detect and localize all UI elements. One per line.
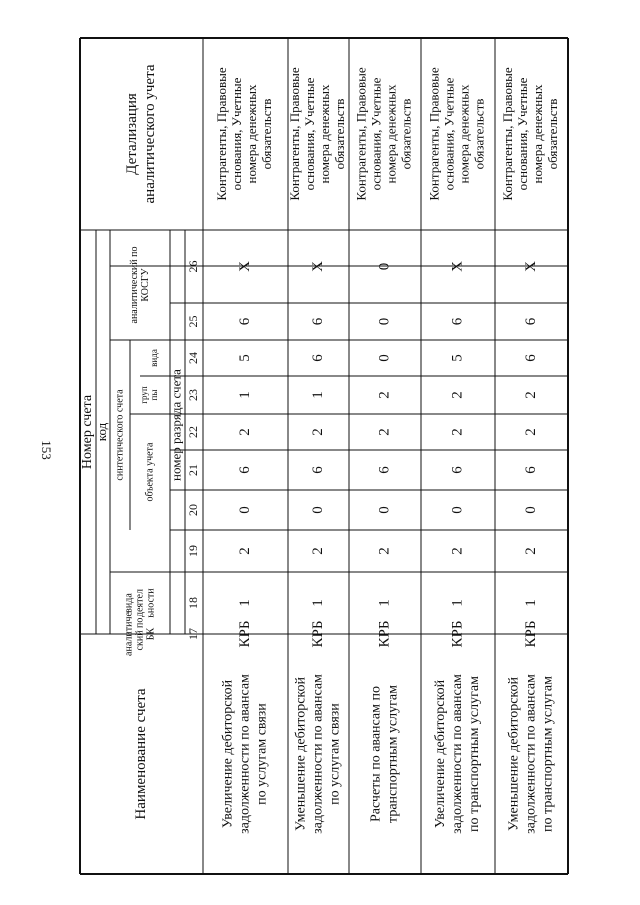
row-value: КРБ	[522, 620, 539, 648]
header-analytic-bk: ский по	[134, 617, 146, 651]
header-synthetic: синтетического счета	[114, 389, 126, 481]
row-value: 0	[449, 506, 466, 514]
row-value: 6	[376, 466, 393, 474]
row-value: X	[522, 261, 539, 272]
row-detail: обязательств	[471, 98, 487, 170]
row-value: 1	[236, 599, 253, 607]
row-account-name: Расчеты по авансам по	[368, 685, 384, 823]
digit-label: 19	[185, 545, 200, 557]
row-detail: обязательств	[544, 98, 560, 170]
row-account-name: по услугам связи	[254, 703, 270, 805]
header-analytic-kosgu: КОСГУ	[139, 268, 151, 302]
row-account-name: задолженности по авансам	[450, 674, 466, 834]
row-value: КРБ	[449, 620, 466, 648]
row-value: 1	[309, 599, 326, 607]
row-value: X	[236, 261, 253, 272]
page-number: 153	[39, 440, 54, 460]
row-detail: номера денежных	[529, 84, 545, 184]
row-account-name: Увеличение дебиторской	[220, 679, 236, 829]
row-value: 5	[236, 354, 253, 362]
header-activity-type: вида	[123, 593, 135, 613]
digit-label: 22	[185, 426, 200, 438]
row-value: 6	[309, 354, 326, 362]
row-account-name: задолженности по авансам	[237, 674, 253, 834]
digit-label: 23	[185, 389, 200, 401]
header-analytic-kosgu: аналитический по	[128, 246, 140, 324]
row-value: 2	[309, 547, 326, 555]
row-detail: основания, Учетные	[301, 77, 317, 191]
digit-label: 21	[185, 464, 200, 476]
row-detail: основания, Учетные	[228, 77, 244, 191]
header-activity-type: ьности	[145, 588, 157, 618]
row-value: 0	[236, 506, 253, 514]
row-value: 1	[376, 599, 393, 607]
row-detail: обязательств	[258, 98, 274, 170]
row-value: 2	[522, 391, 539, 399]
row-value: 6	[309, 317, 326, 326]
row-value: 2	[522, 547, 539, 555]
digit-label: 24	[185, 352, 200, 364]
row-detail: основания, Учетные	[514, 77, 530, 191]
row-value: КРБ	[376, 620, 393, 648]
row-value: 6	[522, 466, 539, 474]
row-account-name: Уменьшение дебиторской	[293, 676, 309, 832]
row-value: 6	[236, 317, 253, 326]
row-value: 2	[236, 428, 253, 436]
row-value: 2	[236, 547, 253, 555]
row-detail: обязательств	[398, 98, 414, 170]
digit-label: 20	[185, 504, 200, 516]
row-account-name: задолженности по авансам	[523, 674, 539, 834]
row-detail: основания, Учетные	[368, 77, 384, 191]
row-value: 1	[449, 599, 466, 607]
row-detail: Контрагенты, Правовые	[499, 67, 515, 201]
row-value: 0	[376, 262, 393, 271]
row-detail: номера денежных	[456, 84, 472, 184]
row-value: 0	[376, 354, 393, 362]
header-group: груп	[139, 386, 150, 404]
row-account-name: по услугам связи	[327, 703, 343, 805]
row-value: 0	[376, 317, 393, 326]
row-detail: Контрагенты, Правовые	[426, 67, 442, 201]
row-detail: Контрагенты, Правовые	[213, 67, 229, 201]
header-analytic-bk: аналитиче	[123, 612, 135, 656]
digit-label: 26	[185, 260, 200, 273]
row-detail: номера денежных	[383, 84, 399, 184]
header-account-name: Наименование счета	[132, 688, 149, 820]
row-value: КРБ	[309, 620, 326, 648]
row-value: 6	[236, 466, 253, 474]
header-type: вида	[149, 349, 160, 367]
header-activity-type: деятел	[134, 589, 146, 617]
row-detail: основания, Учетные	[441, 77, 457, 191]
digit-label: 17	[185, 628, 200, 640]
row-account-name: Увеличение дебиторской	[433, 679, 449, 829]
row-value: 5	[449, 354, 466, 362]
row-value: 2	[309, 428, 326, 436]
row-value: 6	[449, 317, 466, 326]
row-value: 2	[376, 428, 393, 436]
header-detail: аналитического учета	[141, 64, 158, 204]
row-value: 1	[236, 391, 253, 399]
row-account-name: Уменьшение дебиторской	[506, 676, 522, 832]
row-value: 6	[309, 466, 326, 474]
row-value: X	[449, 261, 466, 272]
row-value: 2	[449, 391, 466, 399]
row-value: X	[309, 261, 326, 272]
row-value: 1	[309, 391, 326, 399]
row-value: 6	[449, 466, 466, 474]
row-value: 2	[376, 391, 393, 399]
header-account-number: Номер счета	[80, 394, 96, 470]
row-value: 2	[522, 428, 539, 436]
header-code: код	[93, 422, 109, 442]
row-value: 2	[449, 428, 466, 436]
digit-label: 25	[185, 315, 200, 328]
row-account-name: транспортным услугам	[385, 685, 401, 823]
row-account-name: по транспортным услугам	[540, 676, 556, 832]
row-detail: номера денежных	[243, 84, 259, 184]
header-digit-number: номер разряда счета	[168, 369, 184, 481]
digit-label: 18	[185, 597, 200, 609]
header-account-object: объекта учета	[144, 442, 156, 502]
header-analytic-bk: БК	[145, 627, 157, 641]
row-detail: Контрагенты, Правовые	[286, 67, 302, 201]
table-cells	[80, 64, 560, 834]
row-detail: номера денежных	[316, 84, 332, 184]
row-value: 2	[449, 547, 466, 555]
row-account-name: задолженности по авансам	[310, 674, 326, 834]
row-value: 2	[376, 547, 393, 555]
header-detail: Детализация	[123, 93, 140, 175]
header-group: пы	[149, 389, 160, 401]
row-value: 0	[376, 506, 393, 514]
row-account-name: по транспортным услугам	[467, 676, 483, 832]
row-value: 1	[522, 599, 539, 607]
row-value: 0	[522, 506, 539, 514]
row-detail: Контрагенты, Правовые	[353, 67, 369, 201]
row-value: 6	[522, 354, 539, 362]
row-value: 0	[309, 506, 326, 514]
row-value: 6	[522, 317, 539, 326]
row-detail: обязательств	[331, 98, 347, 170]
row-value: КРБ	[236, 620, 253, 648]
